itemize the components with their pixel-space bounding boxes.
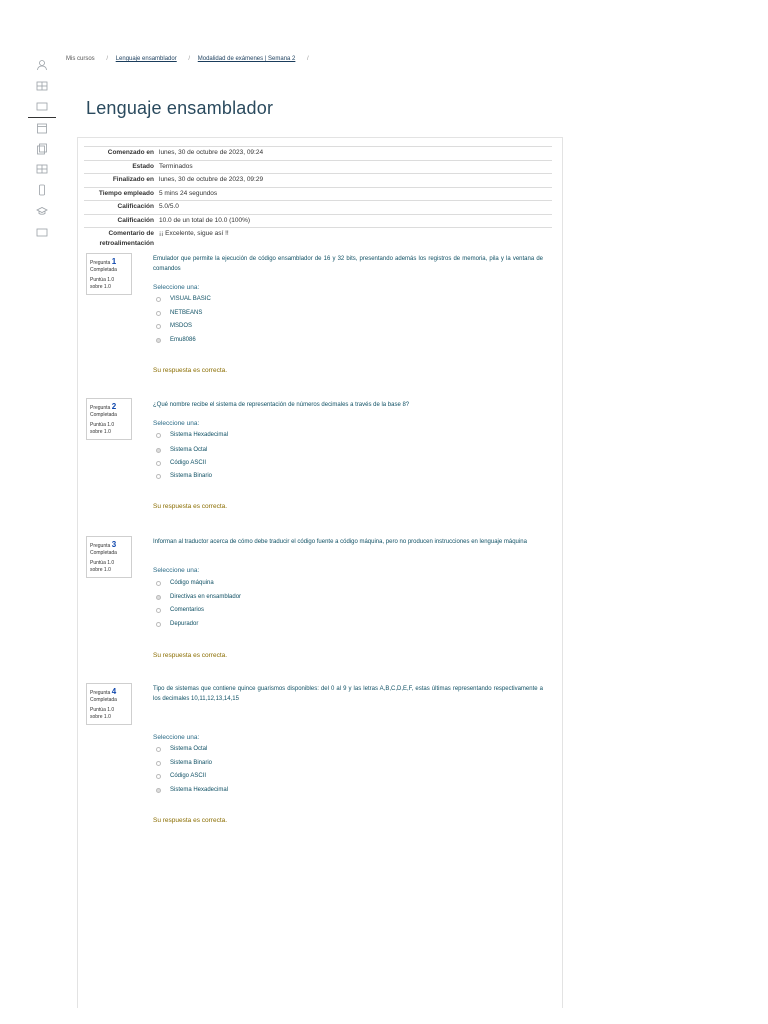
- summary-label: Calificación: [117, 216, 154, 224]
- answer-option[interactable]: [156, 432, 228, 438]
- radio-button[interactable]: [156, 433, 161, 438]
- question-text: ¿Qué nombre recibe el sistema de representación de números decimales a través de la base 8?: [153, 402, 410, 408]
- question-state: Completada: [90, 550, 117, 556]
- answer-option[interactable]: [156, 473, 212, 479]
- answer-option[interactable]: [156, 773, 206, 779]
- option-label: Código ASCII: [170, 773, 207, 779]
- summary-row: [84, 227, 552, 251]
- breadcrumb-separator: /: [106, 56, 109, 62]
- option-label: Directivas en ensamblador: [170, 594, 242, 600]
- question-number: [90, 540, 128, 549]
- answer-option[interactable]: [156, 310, 202, 316]
- radio-button-selected[interactable]: [156, 448, 161, 453]
- page-title: Lenguaje ensamblador: [86, 98, 274, 118]
- option-label: Sistema Hexadecimal: [170, 787, 229, 793]
- breadcrumb: [66, 56, 315, 62]
- summary-row: [84, 160, 552, 174]
- summary-row: [84, 173, 552, 187]
- question-state: Completada: [90, 412, 117, 418]
- question-points: Puntúa 1.0 sobre 1.0: [90, 707, 115, 720]
- answer-option[interactable]: [156, 787, 228, 793]
- option-label: MSDOS: [170, 323, 193, 329]
- phone-icon[interactable]: [36, 184, 48, 196]
- breadcrumb-course[interactable]: Lenguaje ensamblador: [115, 56, 177, 62]
- question-number-value: 2: [111, 402, 117, 411]
- question-points: Puntúa 1.0 sobre 1.0: [90, 560, 115, 573]
- grid-icon[interactable]: [36, 80, 48, 92]
- grid-icon[interactable]: [36, 163, 48, 175]
- summary-value: 10.0 de un total de 10.0 (100%): [159, 216, 251, 224]
- question-number-value: 1: [111, 257, 117, 266]
- summary-label: Calificación: [117, 203, 154, 210]
- summary-value: lunes, 30 de octubre de 2023, 09:24: [159, 149, 264, 156]
- breadcrumb-exam-section[interactable]: Modalidad de exámenes | Semana 2: [197, 56, 296, 62]
- question-number-value: 3: [111, 540, 117, 549]
- radio-button[interactable]: [156, 622, 161, 627]
- radio-button-selected[interactable]: [156, 338, 161, 343]
- summary-row: [84, 200, 552, 214]
- question-info: [86, 398, 132, 440]
- breadcrumb-separator: /: [307, 56, 309, 62]
- summary-row: [84, 146, 552, 160]
- question-label: Pregunta: [90, 543, 111, 549]
- copy-icon[interactable]: [36, 143, 48, 155]
- summary-label: Estado: [132, 162, 154, 170]
- option-label: Emu8086: [170, 337, 196, 343]
- answer-option[interactable]: [156, 337, 196, 343]
- summary-label: Finalizado en: [112, 176, 154, 183]
- answer-feedback: Su respuesta es correcta.: [153, 652, 228, 659]
- option-label: Comentarios: [170, 607, 205, 613]
- option-label: Depurador: [170, 621, 199, 627]
- answer-option[interactable]: [156, 594, 241, 600]
- summary-value: lunes, 30 de octubre de 2023, 09:29: [159, 176, 264, 183]
- question-state: Completada: [90, 267, 117, 273]
- option-label: Sistema Hexadecimal: [170, 432, 229, 438]
- answer-option[interactable]: [156, 296, 211, 302]
- question-number: [90, 687, 128, 696]
- answer-option[interactable]: [156, 323, 192, 329]
- radio-button[interactable]: [156, 608, 161, 613]
- question-label: Pregunta: [90, 260, 111, 266]
- radio-button-selected[interactable]: [156, 595, 161, 600]
- answer-feedback: Su respuesta es correcta.: [153, 503, 228, 510]
- question-label: Pregunta: [90, 405, 111, 411]
- summary-value: ¡¡ Excelente, sigue así !!: [159, 230, 229, 237]
- question-number: [90, 257, 128, 266]
- answer-feedback: Su respuesta es correcta.: [153, 817, 228, 824]
- radio-button[interactable]: [156, 297, 161, 302]
- answer-prompt: Seleccione una:: [153, 734, 200, 741]
- active-nav-indicator: [28, 117, 56, 118]
- question-points: Puntúa 1.0 sobre 1.0: [90, 422, 115, 435]
- radio-button[interactable]: [156, 324, 161, 329]
- summary-label: Tiempo empleado: [98, 189, 154, 197]
- summary-label: Comentario de retroalimentación: [99, 230, 154, 247]
- option-label: Código ASCII: [170, 460, 207, 466]
- answer-prompt: Seleccione una:: [153, 567, 200, 574]
- radio-button[interactable]: [156, 311, 161, 316]
- radio-button[interactable]: [156, 761, 161, 766]
- question-info: [86, 536, 132, 578]
- summary-row: [84, 214, 552, 228]
- breadcrumb-separator: /: [188, 56, 191, 62]
- radio-button[interactable]: [156, 461, 161, 466]
- answer-feedback: Su respuesta es correcta.: [153, 367, 228, 374]
- question-number: [90, 402, 128, 411]
- summary-value: 5 mins 24 segundos: [159, 189, 218, 197]
- breadcrumb-my-courses[interactable]: Mis cursos: [66, 56, 95, 62]
- folder-icon[interactable]: [36, 226, 48, 238]
- answer-prompt: Seleccione una:: [153, 284, 200, 291]
- option-label: VISUAL BASIC: [170, 296, 211, 302]
- answer-prompt: Seleccione una:: [153, 420, 200, 427]
- question-points: Puntúa 1.0 sobre 1.0: [90, 277, 115, 290]
- answer-option[interactable]: [156, 460, 206, 466]
- question-info: [86, 683, 132, 725]
- option-label: Sistema Octal: [170, 447, 208, 453]
- radio-button[interactable]: [156, 474, 161, 479]
- answer-option[interactable]: [156, 621, 198, 627]
- summary-label: Comenzado en: [107, 149, 154, 156]
- attempt-summary-table: [84, 146, 552, 251]
- radio-button-selected[interactable]: [156, 788, 161, 793]
- option-label: Sistema Binario: [170, 473, 213, 479]
- radio-button[interactable]: [156, 774, 161, 779]
- option-label: Sistema Binario: [170, 760, 213, 766]
- option-label: NETBEANS: [170, 310, 203, 316]
- option-label: Código máquina: [170, 580, 214, 586]
- question-label: Pregunta: [90, 690, 111, 696]
- question-info: [86, 253, 132, 295]
- question-text: Informan al traductor acerca de cómo debe traducir el código fuente a código máquina, pero no producen instrucciones en lenguaje máquina: [153, 539, 527, 545]
- question-text: Tipo de sistemas que contiene quince guarismos disponibles: del 0 al 9 y las letras A,B,C,D,E,F, estas últimas representando respectivamente a los decimales 10,11,12,13,14,15: [153, 686, 543, 702]
- summary-row: [84, 187, 552, 201]
- graduation-icon[interactable]: [36, 205, 48, 217]
- summary-value: Terminados: [159, 162, 193, 170]
- folder-icon[interactable]: [36, 100, 48, 112]
- question-text: Emulador que permite la ejecución de código ensamblador de 16 y 32 bits, presentando además los registros de memoria, pila y la ventana de comandos: [153, 256, 543, 272]
- radio-button[interactable]: [156, 747, 161, 752]
- answer-option[interactable]: [156, 607, 204, 613]
- user-icon[interactable]: [36, 59, 48, 71]
- answer-option[interactable]: [156, 746, 207, 752]
- question-state: Completada: [90, 697, 117, 703]
- answer-option[interactable]: [156, 447, 207, 453]
- option-label: Sistema Octal: [170, 746, 208, 752]
- answer-option[interactable]: [156, 760, 212, 766]
- radio-button[interactable]: [156, 581, 161, 586]
- answer-option[interactable]: [156, 580, 214, 586]
- question-number-value: 4: [111, 687, 117, 696]
- calendar-icon[interactable]: [36, 122, 48, 134]
- summary-value: 5.0/5.0: [159, 203, 179, 210]
